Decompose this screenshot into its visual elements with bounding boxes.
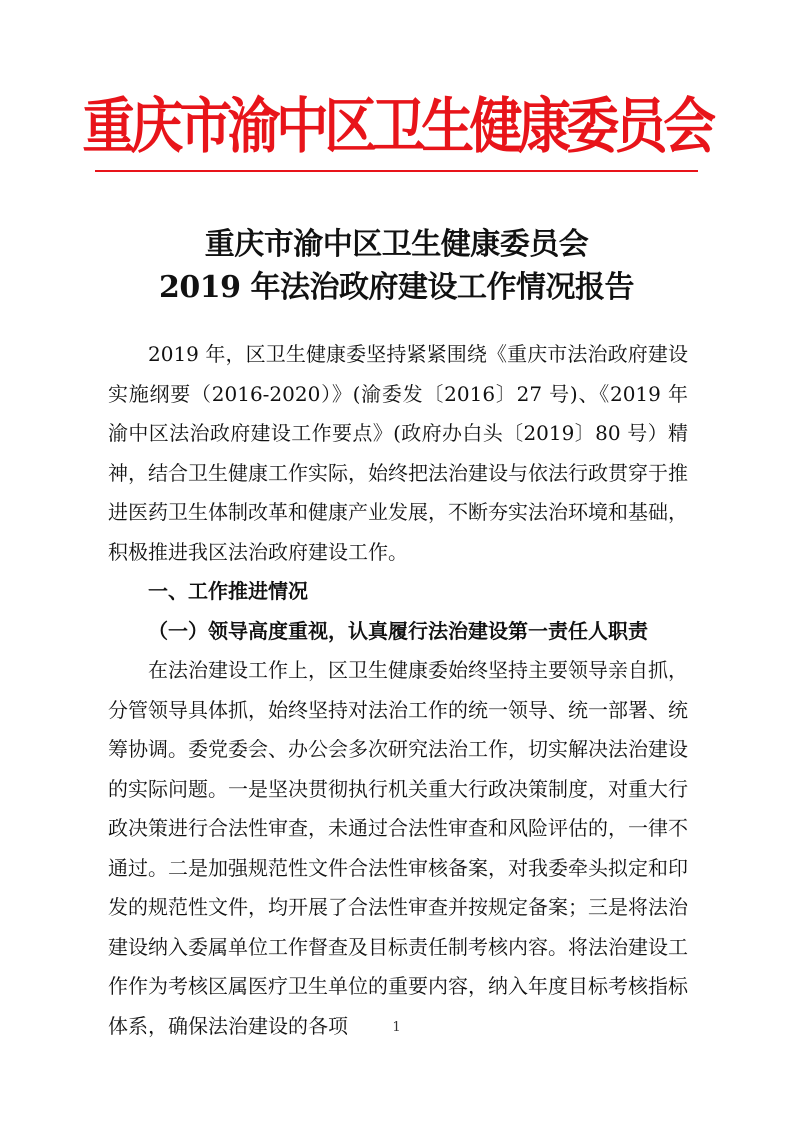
document-title-line2: 2019 年法治政府建设工作情况报告	[159, 270, 634, 305]
body-paragraph: 在法治建设工作上，区卫生健康委始终坚持主要领导亲自抓，分管领导具体抓，始终坚持对法治工作的统一领导、统一部署、统筹协调。委党委会、办公会多次研究法治工作，切实解决法治建设的实际问题。一是坚决贯彻执行机关重大行政决策制度，对重大行政决策进行合法性审查，未通过合法性审查和风险评估的，一律不通过。二是加强规范性文件合法性审核备案，对我委牵头拟定和印发的规范性文件，均开展了合法性审查并按规定备案；三是将法治建设纳入委属单位工作督查及目标责任制考核内容。将法治建设工作作为考核区属医疗卫生单位的重要内容，纳入年度目标考核指标体系，确保法治建设的各项	[108, 658, 688, 1038]
section-heading: 一、工作推进情况	[148, 579, 308, 603]
document-body	[108, 335, 688, 1046]
intro-paragraph: 2019 年，区卫生健康委坚持紧紧围绕《重庆市法治政府建设实施纲要（2016-2020）》(渝委发〔2016〕27 号)、《2019 年渝中区法治政府建设工作要点》(政府办白头〔2019〕80 号）精神，结合卫生健康工作实际，始终把法治建设与依法行政贯穿于推进医药卫生体制改革和健康产业发展，不断夯实法治环境和基础，积极推进我区法治政府建设工作。	[108, 342, 688, 564]
letterhead-red-rule	[95, 170, 698, 172]
letterhead-org-name: 重庆市渝中区卫生健康委员会	[82, 92, 712, 162]
document-title-line1: 重庆市渝中区卫生健康委员会	[204, 227, 589, 262]
subsection-heading: （一）领导高度重视，认真履行法治建设第一责任人职责	[148, 618, 648, 643]
page-number: 1	[392, 1020, 401, 1035]
